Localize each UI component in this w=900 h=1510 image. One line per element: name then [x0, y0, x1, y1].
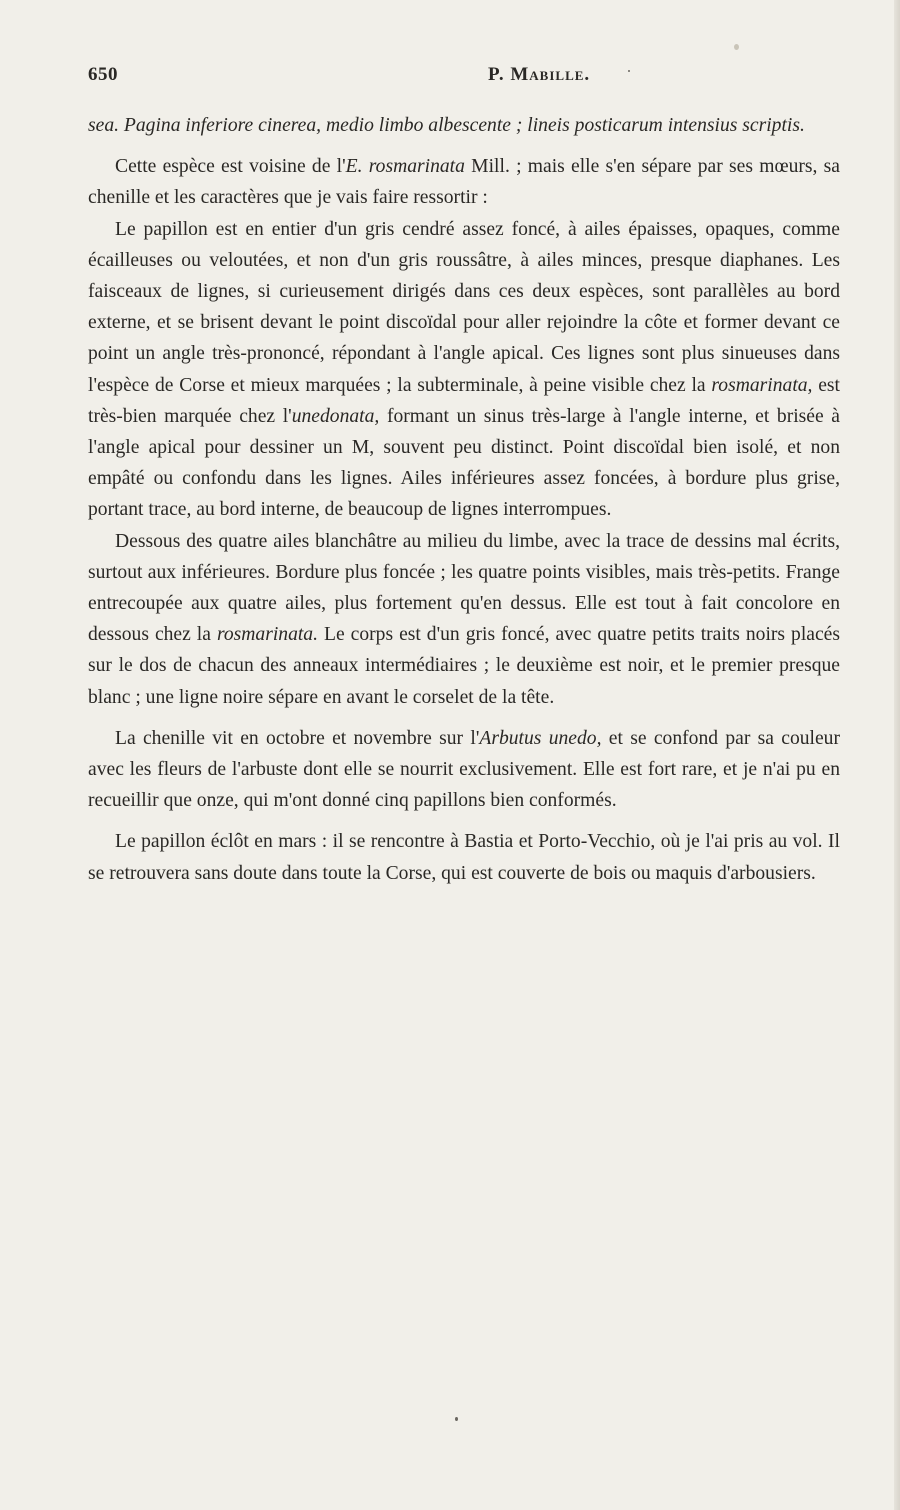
species-name: rosmarinata, — [711, 374, 813, 396]
paragraph-comparison — [88, 151, 840, 213]
page-edge — [894, 0, 900, 1510]
ink-speck — [734, 44, 739, 50]
text-run: Le papillon est en entier d'un gris cendré assez foncé, à ailes épaisses, opaques, comme écailleuses ou veloutées, et non d'un gris roussâtre, à ailes minces, presque diaphanes. Les faisceaux de lignes, si curieusement dirigés dans ces deux espèces, sont parallèles au bord externe, et se brisent devant le point discoïdal pour aller rejoindre la côte et former devant ce point un angle très-prononcé, répondant à l'angle apical. Ces lignes sont plus sinueuses dans l'espèce de Corse et mieux marquées ; la subterminale, à peine visible chez la — [88, 218, 840, 396]
species-name: unedonata, — [291, 405, 380, 427]
species-name: E. rosmarinata — [345, 156, 465, 178]
latin-description-end: sea. Pagina inferiore cinerea, medio limbo albescente ; lineis posticarum intensius scriptis. — [88, 115, 805, 136]
ink-speck — [455, 1417, 458, 1421]
text-run: Le corps est d'un gris foncé, avec quatre petits traits noirs placés sur le dos de chacun des anneaux intermédiaires ; le deuxième est noir, et le premier presque blanc ; une ligne noire sépare en avant le corselet de la tête. — [88, 624, 840, 708]
page-number: 650 — [88, 64, 118, 85]
plant-name: Arbutus unedo, — [479, 727, 602, 749]
paragraph-caterpillar — [88, 723, 840, 817]
ink-speck — [628, 70, 630, 72]
text-run: Cette espèce est voisine de l' — [115, 156, 346, 178]
text-run: Mill. ; mais elle s'en sépare par ses mœurs, sa chenille et les caractères que je vais faire ressortir : — [88, 156, 841, 209]
page-header — [88, 64, 848, 94]
text-run: est très-bien marquée chez l' — [88, 374, 840, 427]
species-name: rosmarinata. — [216, 624, 319, 646]
paragraph-emergence: Le papillon éclôt en mars : il se rencontre à Bastia et Porto-Vecchio, où je l'ai pris au vol. Il se retrouvera sans doute dans toute la Corse, qui est couverte de bois ou maquis d'arbousiers. — [88, 831, 840, 884]
running-head: P. Mabille. — [488, 64, 591, 85]
text-run: formant un sinus très-large à l'angle interne, et brisée à l'angle apical pour dessiner un M, souvent peu distinct. Point discoïdal bien isolé, et non empâté ou confondu dans les lignes. Ailes inférieures assez foncées, à bordure plus grise, portant trace, au bord interne, de beaucoup de lignes interrompues. — [88, 405, 840, 521]
text-run: Dessous des quatre ailes blanchâtre au milieu du limbe, avec la trace de dessins mal écrits, surtout aux inférieures. Bordure plus foncée ; les quatre points visibles, mais très-petits. Frange entrecoupée aux quatre ailes, plus fortement qu'en dessus. Elle est tout à fait concolore en dessous chez la — [88, 530, 840, 646]
text-run: La chenille vit en octobre et novembre sur l' — [115, 727, 480, 749]
body-text — [88, 110, 840, 889]
paragraph-adult-description — [88, 214, 840, 526]
paragraph-underside — [88, 526, 840, 713]
text-run: et se confond par sa couleur avec les fleurs de l'arbuste dont elle se nourrit exclusivement. Elle est fort rare, et je n'ai pu en recueillir que onze, qui m'ont donné cinq papillons bien conformés. — [88, 727, 841, 812]
